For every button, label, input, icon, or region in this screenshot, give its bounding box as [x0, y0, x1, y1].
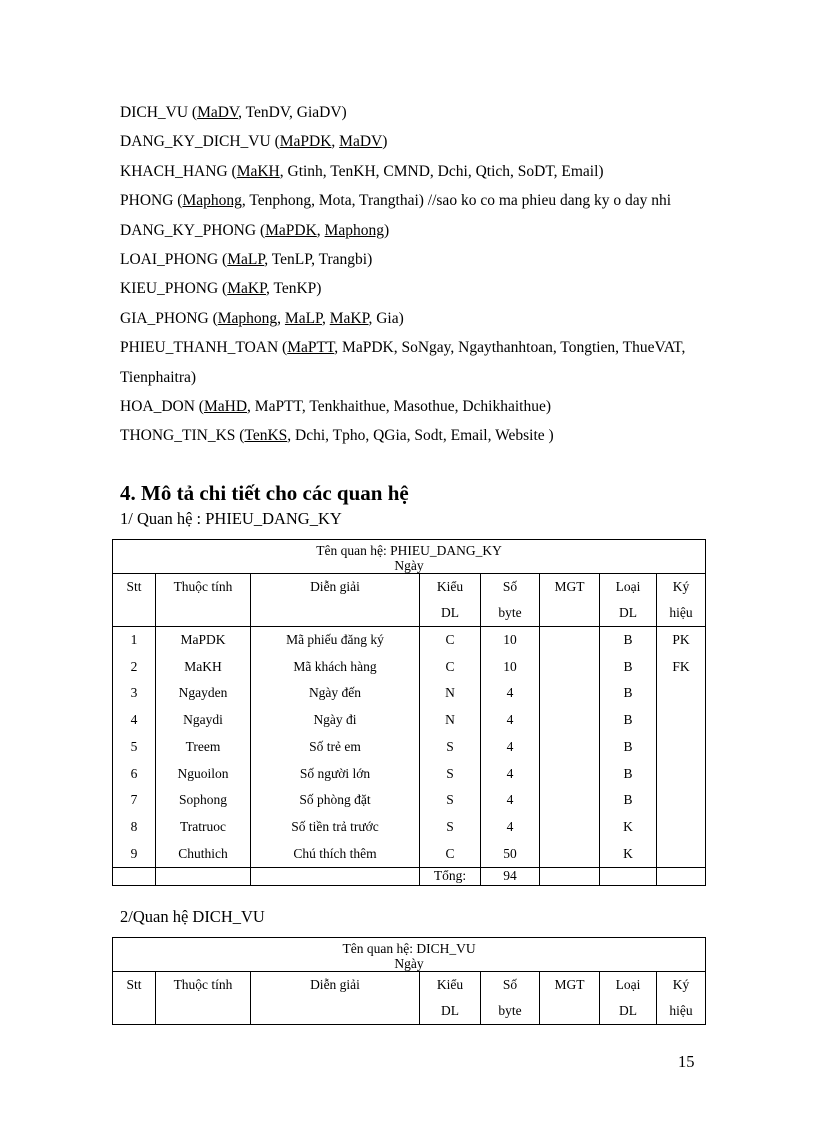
header-type: Kiểu DL: [420, 574, 481, 627]
relation2-date: Ngày: [394, 956, 424, 971]
header-kind: Loại DL: [600, 972, 657, 1025]
schema-list: [120, 98, 740, 451]
cell-type: C: [420, 841, 481, 868]
cell-ky: FK: [657, 654, 706, 681]
cell-mgt: [540, 707, 600, 734]
header-attribute: Thuộc tính: [156, 574, 251, 627]
cell-stt: 5: [113, 734, 156, 761]
schema-line: [120, 363, 740, 392]
relation1-subtitle: 1/ Quan hệ : PHIEU_DANG_KY: [120, 509, 342, 528]
cell-ky: [657, 787, 706, 814]
header-mgt: MGT: [540, 972, 600, 1025]
primary-key: MaLP: [284, 309, 322, 327]
relation-attributes: , Dchi, Tpho, QGia, Sodt, Email, Website ): [287, 427, 554, 445]
cell-mgt: [540, 761, 600, 788]
relation1-total-row: [113, 868, 706, 886]
cell-loai: B: [600, 654, 657, 681]
cell-bytes: 4: [481, 680, 540, 707]
relation-name: KHACH_HANG: [120, 162, 228, 180]
cell-desc: Số người lớn: [251, 761, 420, 788]
schema-line: DANG_KY_DICH_VU (MaPDK, MaDV): [120, 133, 388, 151]
cell-loai: B: [600, 627, 657, 654]
cell-stt: 9: [113, 841, 156, 868]
cell-mgt: [540, 841, 600, 868]
cell-attr: MaKH: [156, 654, 251, 681]
cell-stt: 3: [113, 680, 156, 707]
header-symbol: Ký hiệu: [657, 574, 706, 627]
table-row: [113, 761, 706, 788]
relation-name: DANG_KY_PHONG: [120, 221, 257, 239]
primary-key: Maphong: [217, 309, 278, 327]
primary-key: MaDV: [197, 104, 239, 121]
relation-attributes: , TenKP): [265, 280, 322, 298]
header-description: Diễn giải: [251, 574, 420, 627]
cell-stt: 6: [113, 761, 156, 788]
header-bytes: Số byte: [481, 574, 540, 627]
cell-loai: B: [600, 707, 657, 734]
relation-attributes: ): [383, 221, 390, 239]
cell-mgt: [540, 787, 600, 814]
primary-key: MaHD: [203, 397, 248, 415]
header-type: Kiểu DL: [420, 972, 481, 1025]
relation-name: PHIEU_THANH_TOAN: [120, 339, 279, 357]
cell-bytes: 4: [481, 787, 540, 814]
header-kind: Loại DL: [600, 574, 657, 627]
cell-attr: Nguoilon: [156, 761, 251, 788]
relation-attributes: , Gia): [368, 309, 404, 327]
relation-attributes: , Gtinh, TenKH, CMND, Dchi, Qtich, SoDT, Email): [279, 162, 604, 180]
cell-mgt: [540, 814, 600, 841]
table-row: [113, 680, 706, 707]
primary-key: MaLP: [227, 250, 265, 268]
relation2-title-cell: [113, 938, 706, 972]
cell-bytes: 10: [481, 654, 540, 681]
relation2-subtitle: 2/Quan hệ DICH_VU: [120, 907, 265, 926]
cell-stt: 4: [113, 707, 156, 734]
primary-key: MaKH: [236, 162, 280, 180]
cell-stt: 2: [113, 654, 156, 681]
schema-line: GIA_PHONG (Maphong, MaLP, MaKP, Gia): [120, 309, 404, 327]
total-value: 94: [481, 868, 540, 886]
total-label: Tổng:: [420, 868, 481, 886]
header-bytes: Số byte: [481, 972, 540, 1025]
section-heading: 4. Mô tả chi tiết cho các quan hệ: [120, 481, 409, 505]
header-symbol: Ký hiệu: [657, 972, 706, 1025]
header-stt: Stt: [113, 972, 156, 1025]
cell-type: S: [420, 761, 481, 788]
table-row: [113, 627, 706, 654]
cell-desc: Mã phiếu đăng ký: [251, 627, 420, 654]
cell-bytes: 10: [481, 627, 540, 654]
cell-mgt: [540, 627, 600, 654]
schema-line: KIEU_PHONG (MaKP, TenKP): [120, 280, 322, 298]
relation-name: GIA_PHONG: [120, 309, 209, 327]
header-mgt: MGT: [540, 574, 600, 627]
header-stt: Stt: [113, 574, 156, 627]
relation-name: DANG_KY_DICH_VU: [120, 133, 271, 151]
cell-bytes: 4: [481, 814, 540, 841]
table-row: [113, 707, 706, 734]
header-description: Diễn giải: [251, 972, 420, 1025]
cell-stt: 1: [113, 627, 156, 654]
cell-attr: Ngaydi: [156, 707, 251, 734]
primary-key: Maphong: [324, 221, 384, 239]
relation2-title: Tên quan hệ: DICH_VU: [342, 941, 476, 956]
cell-mgt: [540, 654, 600, 681]
relation-attributes: , TenLP, Trangbi): [264, 250, 373, 268]
cell-ky: [657, 761, 706, 788]
schema-line: PHONG (Maphong, Tenphong, Mota, Trangthai) //sao ko co ma phieu dang ky o day nhi: [120, 192, 672, 210]
cell-type: S: [420, 787, 481, 814]
cell-ky: [657, 841, 706, 868]
primary-key: MaPTT: [287, 339, 335, 357]
cell-type: C: [420, 627, 481, 654]
cell-ky: [657, 707, 706, 734]
relation-attributes: ): [382, 133, 388, 151]
primary-key: Maphong: [182, 192, 242, 210]
cell-attr: MaPDK: [156, 627, 251, 654]
cell-ky: [657, 680, 706, 707]
cell-desc: Số tiền trả trước: [251, 814, 420, 841]
cell-desc: Số phòng đặt: [251, 787, 420, 814]
cell-mgt: [540, 734, 600, 761]
cell-type: C: [420, 654, 481, 681]
relation1-header-row: [113, 574, 706, 627]
cell-attr: Sophong: [156, 787, 251, 814]
cell-stt: 8: [113, 814, 156, 841]
cell-desc: Chú thích thêm: [251, 841, 420, 868]
table-row: [113, 814, 706, 841]
cell-type: S: [420, 814, 481, 841]
relation1-table: [112, 539, 706, 886]
relation2-header-row: [113, 972, 706, 1025]
cell-attr: Tratruoc: [156, 814, 251, 841]
primary-key: MaKP: [329, 309, 369, 327]
cell-ky: PK: [657, 627, 706, 654]
cell-ky: [657, 814, 706, 841]
page-number: 15: [678, 1052, 695, 1071]
relation-attributes: Tienphaitra): [120, 368, 197, 386]
relation-name: HOA_DON: [120, 397, 195, 415]
primary-key: MaKP: [227, 280, 266, 298]
schema-line: DICH_VU (MaDV, TenDV, GiaDV): [120, 104, 347, 121]
table-row: [113, 734, 706, 761]
table-row: [113, 841, 706, 868]
schema-line: LOAI_PHONG (MaLP, TenLP, Trangbi): [120, 250, 373, 268]
cell-bytes: 50: [481, 841, 540, 868]
relation-attributes: , MaPTT, Tenkhaithue, Masothue, Dchikhaithue): [247, 397, 551, 415]
cell-bytes: 4: [481, 761, 540, 788]
table-row: [113, 654, 706, 681]
relation-name: KIEU_PHONG: [120, 280, 219, 298]
cell-desc: Mã khách hàng: [251, 654, 420, 681]
cell-attr: Ngayden: [156, 680, 251, 707]
cell-loai: K: [600, 841, 657, 868]
cell-bytes: 4: [481, 707, 540, 734]
cell-type: S: [420, 734, 481, 761]
header-attribute: Thuộc tính: [156, 972, 251, 1025]
schema-line: THONG_TIN_KS (TenKS, Dchi, Tpho, QGia, Sodt, Email, Website ): [120, 427, 554, 445]
relation-attributes: , TenDV, GiaDV): [238, 104, 347, 121]
cell-loai: B: [600, 761, 657, 788]
cell-loai: B: [600, 680, 657, 707]
relation-attributes: , Tenphong, Mota, Trangthai) //sao ko co ma phieu dang ky o day nhi: [241, 192, 672, 210]
cell-attr: Chuthich: [156, 841, 251, 868]
schema-line: DANG_KY_PHONG (MaPDK, Maphong): [120, 221, 390, 239]
relation-name: PHONG: [120, 192, 174, 210]
cell-type: N: [420, 707, 481, 734]
relation-name: THONG_TIN_KS: [120, 427, 236, 445]
cell-mgt: [540, 680, 600, 707]
table-row: [113, 787, 706, 814]
cell-desc: Số trẻ em: [251, 734, 420, 761]
relation1-title-cell: [113, 540, 706, 574]
primary-key: TenKS: [244, 427, 288, 445]
primary-key: MaDV: [339, 133, 383, 151]
relation-name: DICH_VU: [120, 104, 189, 121]
relation-name: LOAI_PHONG: [120, 250, 219, 268]
cell-loai: K: [600, 814, 657, 841]
schema-line: PHIEU_THANH_TOAN (MaPTT, MaPDK, SoNgay, Ngaythanhtoan, Tongtien, ThueVAT,: [120, 339, 686, 357]
cell-desc: Ngày đi: [251, 707, 420, 734]
cell-attr: Treem: [156, 734, 251, 761]
cell-bytes: 4: [481, 734, 540, 761]
relation1-title: Tên quan hệ: PHIEU_DANG_KY: [316, 543, 502, 558]
relation2-table: [112, 937, 706, 1025]
relation1-date: Ngày: [394, 558, 424, 573]
schema-line: KHACH_HANG (MaKH, Gtinh, TenKH, CMND, Dchi, Qtich, SoDT, Email): [120, 162, 604, 180]
cell-desc: Ngày đến: [251, 680, 420, 707]
primary-key: MaPDK: [265, 221, 317, 239]
cell-ky: [657, 734, 706, 761]
cell-loai: B: [600, 734, 657, 761]
cell-type: N: [420, 680, 481, 707]
relation-attributes: , MaPDK, SoNgay, Ngaythanhtoan, Tongtien, ThueVAT,: [334, 339, 686, 357]
schema-line: HOA_DON (MaHD, MaPTT, Tenkhaithue, Masothue, Dchikhaithue): [120, 397, 551, 415]
cell-loai: B: [600, 787, 657, 814]
cell-stt: 7: [113, 787, 156, 814]
primary-key: MaPDK: [279, 133, 332, 151]
